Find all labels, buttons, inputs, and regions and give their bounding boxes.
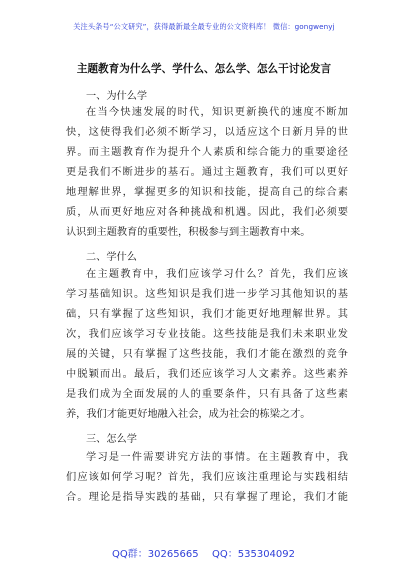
paragraph-line: 在当今快速发展的时代，知识更新换代的速度不断加 bbox=[86, 107, 348, 118]
paragraph-line: 界。而主题教育作为提升个人素质和综合能力的重要途径 bbox=[66, 147, 348, 158]
footer-qq: QQ：535304092 bbox=[212, 549, 296, 560]
paragraph-line: 们应该如何学习呢？首先，我们应该注重理论与实践相结 bbox=[66, 472, 348, 483]
paragraph-line: 在主题教育中，我们应该学习什么？首先，我们应该 bbox=[86, 269, 348, 280]
paragraph-line: 次，我们应该学习专业技能。这些技能是我们未来职业发 bbox=[66, 329, 348, 340]
section-heading: 二、学什么 bbox=[86, 252, 137, 263]
section-heading: 一、为什么学 bbox=[86, 91, 148, 102]
paragraph-line: 中脱颖而出。最后，我们还应该学习人文素养。这些素养 bbox=[66, 369, 348, 380]
paragraph-line: 展的关键，只有掌握了这些技能，我们才能在激烈的竞争 bbox=[66, 349, 348, 360]
paragraph-line: 合。理论是指导实践的基础，只有掌握了理论，我们才能 bbox=[66, 492, 348, 503]
document-title: 主题教育为什么学、学什么、怎么学、怎么干讨论发言 bbox=[76, 63, 332, 75]
paragraph-line: 地理解世界，掌握更多的知识和技能，提高自己的综合素 bbox=[66, 187, 348, 198]
paragraph-line: 础，只有掌握了这些知识，我们才能更好地理解世界。其 bbox=[66, 309, 348, 320]
paragraph-line: 质，从而更好地应对各种挑战和机遇。因此，我们必须要 bbox=[66, 207, 348, 218]
paragraph-line: 认识到主题教育的重要性，积极参与到主题教育中来。 bbox=[66, 227, 311, 238]
header-promo-text: 关注头条号“公文研究”，获得最新最全最专业的公文资料库！ 微信：gongwenyj bbox=[73, 22, 335, 31]
footer-qq-group: QQ群：30265665 bbox=[112, 549, 199, 560]
section-heading: 三、怎么学 bbox=[86, 434, 137, 445]
paragraph-line: 快，这使得我们必须不断学习，以适应这个日新月异的世 bbox=[66, 127, 348, 138]
paragraph-line: 是我们成为全面发展的人的重要条件，只有具备了这些素 bbox=[66, 389, 348, 400]
paragraph-line: 更是我们不断进步的基石。通过主题教育，我们可以更好 bbox=[66, 167, 348, 178]
paragraph-line: 养，我们才能更好地融入社会，成为社会的栋梁之才。 bbox=[66, 409, 311, 420]
paragraph-line: 学习基础知识。这些知识是我们进一步学习其他知识的基 bbox=[66, 289, 348, 300]
paragraph-line: 学习是一件需要讲究方法的事情。在主题教育中，我 bbox=[86, 452, 348, 463]
